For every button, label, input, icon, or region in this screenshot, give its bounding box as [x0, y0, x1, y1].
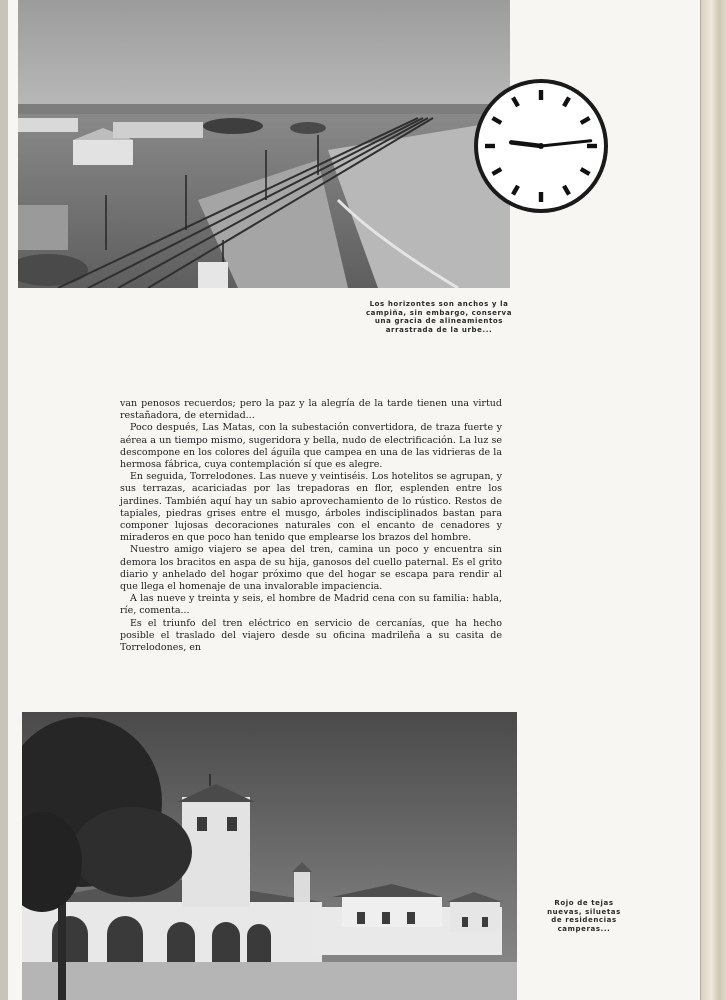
- clock-hour-mark: [587, 144, 597, 148]
- railway-landscape-photo: [18, 0, 510, 288]
- article-body: [120, 398, 502, 654]
- clock-icon: [470, 76, 612, 216]
- paragraph: Nuestro amigo viajero se apea del tren, camina un poco y encuentra sin demora los bracitos en aspa de su hija, ganosos del cuello paternal. Es el grito diario y anhelado del hogar próximo que del hogar se escapa para rendir al que llega el homenaje de una invalorable impaciencia.: [120, 544, 502, 593]
- paragraph: En seguida, Torrelodones. Las nueve y veintiséis. Los hotelitos se agrupan, y sus terrazas, acariciadas por las trepadoras en flor, esplenden entre los jardines. También aquí hay un sabio aprovechamiento de lo rústico. Restos de tapiales, piedras grises entre el musgo, árboles indisciplinados bastan para componer lujosas decoraciones naturales con el encanto de cenadores y miraderos en que poco han tenido que emplearse los brazos del hombre.: [120, 471, 502, 544]
- paragraph: Es el triunfo del tren eléctrico en servicio de cercanías, que ha hecho posible el traslado del viajero desde su oficina madrileña a su casita de Torrelodones, en: [120, 617, 502, 654]
- station-building-photo: [22, 712, 517, 1000]
- page-spine: [700, 0, 726, 1000]
- bottom-photo-caption: Rojo de tejas nuevas, siluetas de residencias camperas...: [547, 899, 621, 933]
- top-photo-caption: Los horizontes son anchos y la campiña, sin embargo, conserva una gracia de alineamientos arrastrada de la urbe...: [365, 300, 513, 334]
- paragraph: van penosos recuerdos; pero la paz y la alegría de la tarde tienen una virtud restañadora, de eternidad...: [120, 398, 502, 422]
- clock-hour-mark: [539, 90, 543, 100]
- clock-hour-mark: [485, 144, 495, 148]
- clock-hour-mark: [539, 192, 543, 202]
- paragraph: A las nueve y treinta y seis, el hombre de Madrid cena con su familia: habla, ríe, comenta...: [120, 593, 502, 617]
- paragraph: Poco después, Las Matas, con la subestación convertidora, de traza fuerte y aérea a un tiempo mismo, sugeridora y bella, nudo de electrificación. La luz se descompone en los colores del águila que campea en una de las vidrieras de la hermosa fábrica, cuya contemplación sí que es alegre.: [120, 422, 502, 471]
